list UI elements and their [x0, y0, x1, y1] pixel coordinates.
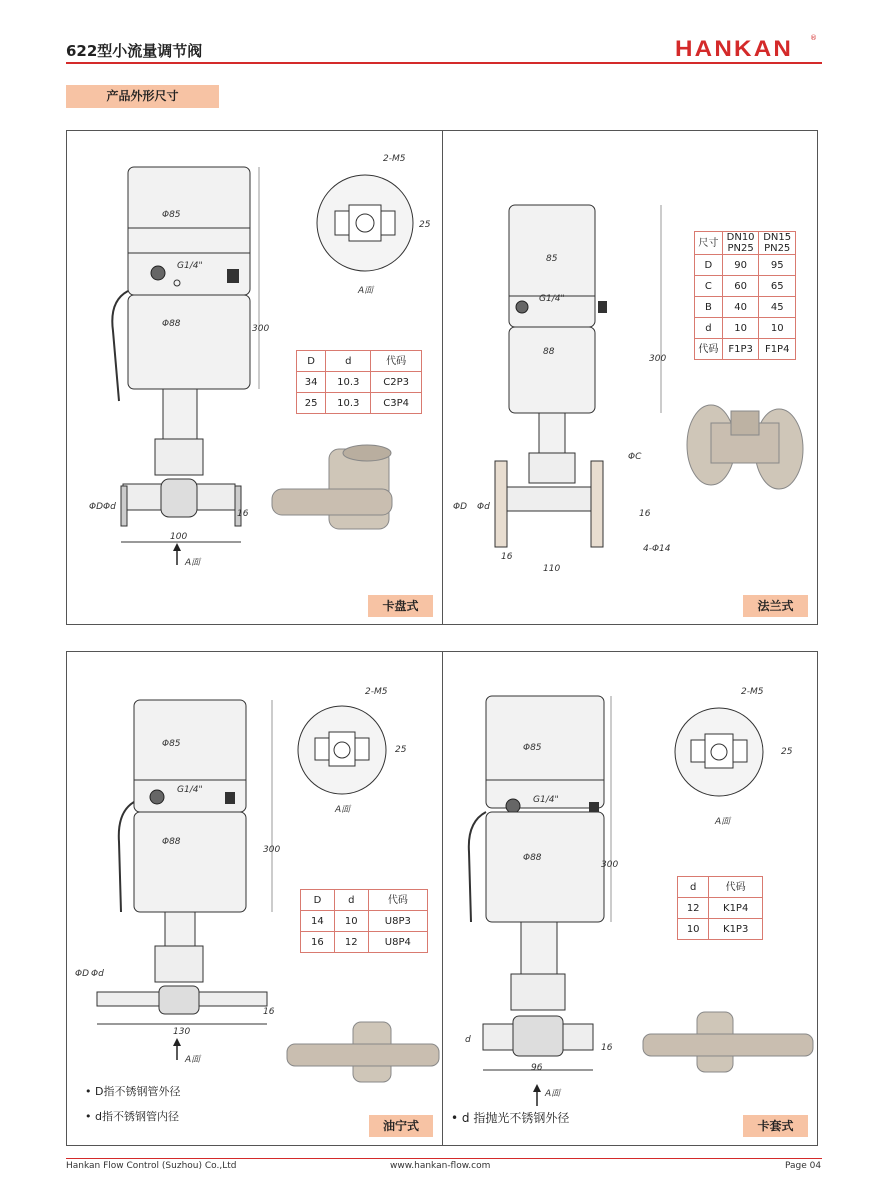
table-header: 代码: [371, 351, 422, 372]
panel-clamp: [66, 130, 443, 625]
table-cell: U8P4: [368, 932, 427, 953]
table-cell: 12: [334, 932, 368, 953]
table-row: [695, 318, 796, 339]
table-cell: U8P3: [368, 911, 427, 932]
table-header: d: [334, 890, 368, 911]
a-face-label: A面: [335, 805, 351, 815]
registered-mark: ®: [810, 34, 817, 42]
dim-width100: 100: [170, 532, 188, 542]
dim-width130: 130: [173, 1027, 191, 1037]
table-cell: D: [695, 255, 723, 276]
table-header: 尺寸: [695, 232, 723, 255]
footer-url[interactable]: www.hankan-flow.com: [390, 1161, 491, 1171]
table-row: [678, 898, 763, 919]
page-title: 622型小流量调节阀: [66, 42, 203, 60]
dim-phi88: Φ88: [162, 319, 181, 329]
table-row: [695, 255, 796, 276]
table-header: DN15 PN25: [759, 232, 796, 255]
table-row: [678, 919, 763, 940]
a-face-label: A面: [358, 286, 374, 296]
a-face-label: A面: [715, 817, 731, 827]
table-header: d: [326, 351, 371, 372]
table-cell: 10: [759, 318, 796, 339]
dim-g14: G1/4": [533, 795, 559, 805]
a-face-arrow-label: A面: [545, 1089, 561, 1099]
dim-300: 300: [649, 354, 667, 364]
table-cell: 代码: [695, 339, 723, 360]
dim-phi88: Φ88: [162, 837, 181, 847]
note-polished-diameter: • d 指抛光不锈钢外径: [451, 1111, 570, 1125]
note-outer-diameter: • D指不锈钢管外径: [85, 1085, 181, 1098]
footer-company: Hankan Flow Control (Suzhou) Co.,Ltd: [66, 1161, 237, 1171]
table-header: D: [301, 890, 335, 911]
dim-2m5: 2-M5: [741, 687, 764, 697]
dim-4phi14: 4-Φ14: [643, 544, 671, 554]
dim-2m5: 2-M5: [365, 687, 388, 697]
dim-g14: G1/4": [539, 294, 565, 304]
panel-oil: [66, 651, 443, 1146]
table-cell: 45: [759, 297, 796, 318]
header-divider: [66, 62, 822, 64]
table-cell: K1P3: [709, 919, 763, 940]
dim-85: 85: [546, 254, 558, 264]
dim-phiD: ΦD: [75, 969, 90, 979]
badge-oil: 油宁式: [369, 1115, 433, 1137]
dim-300: 300: [263, 845, 281, 855]
table-cell: 12: [678, 898, 709, 919]
dim-phid: Φd: [91, 969, 104, 979]
a-face-arrow-label: A面: [185, 1055, 201, 1065]
table-cell: C3P4: [371, 393, 422, 414]
table-cell: 65: [759, 276, 796, 297]
dim-phiD: ΦD: [453, 502, 468, 512]
dim-phiC: ΦC: [628, 452, 642, 462]
table-cell: 14: [301, 911, 335, 932]
a-face-arrow-label: A面: [185, 558, 201, 568]
dim-phid: Φd: [477, 502, 490, 512]
table-cell: 95: [759, 255, 796, 276]
flange-valve-drawing: [443, 131, 817, 624]
table-row: [695, 339, 796, 360]
footer-page: Page 04: [785, 1161, 822, 1171]
dim-phid: Φd: [103, 502, 116, 512]
dim-16: 16: [237, 509, 249, 519]
dim-25: 25: [395, 745, 407, 755]
table-cell: 10: [678, 919, 709, 940]
dim-16: 16: [263, 1007, 275, 1017]
table-header: d: [678, 877, 709, 898]
dim-g14: G1/4": [177, 261, 203, 271]
table-row: [297, 393, 422, 414]
table-cell: 60: [722, 276, 759, 297]
clamp-spec-table: [296, 350, 422, 414]
footer-divider: [66, 1158, 822, 1159]
dim-phi85: Φ85: [523, 743, 542, 753]
panel-ferrule: [442, 651, 818, 1146]
table-row: [301, 911, 428, 932]
dim-16: 16: [601, 1043, 613, 1053]
badge-flange: 法兰式: [743, 595, 808, 617]
table-cell: 10: [722, 318, 759, 339]
ferrule-spec-table: [677, 876, 763, 940]
dim-width110: 110: [543, 564, 561, 574]
table-header: D: [297, 351, 326, 372]
table-row: [695, 276, 796, 297]
dim-16: 16: [639, 509, 651, 519]
table-cell: F1P3: [722, 339, 759, 360]
dim-phi85: Φ85: [162, 739, 181, 749]
badge-clamp: 卡盘式: [368, 595, 433, 617]
dim-300: 300: [252, 324, 270, 334]
table-cell: 16: [301, 932, 335, 953]
table-cell: 10.3: [326, 393, 371, 414]
table-cell: 10.3: [326, 372, 371, 393]
panel-flange: [442, 130, 818, 625]
table-cell: d: [695, 318, 723, 339]
table-cell: B: [695, 297, 723, 318]
dim-g14: G1/4": [177, 785, 203, 795]
table-cell: C2P3: [371, 372, 422, 393]
dim-300: 300: [601, 860, 619, 870]
dim-88: 88: [543, 347, 555, 357]
section-tag: 产品外形尺寸: [66, 85, 219, 108]
table-row: [297, 372, 422, 393]
dim-phi85: Φ85: [162, 210, 181, 220]
table-header: DN10 PN25: [722, 232, 759, 255]
note-inner-diameter: • d指不锈钢管内径: [85, 1110, 179, 1123]
table-row: [301, 932, 428, 953]
table-cell: 40: [722, 297, 759, 318]
dim-phi88: Φ88: [523, 853, 542, 863]
hankan-logo: HANKAN: [675, 36, 794, 61]
dim-2m5: 2-M5: [383, 154, 406, 164]
dim-d: d: [465, 1035, 471, 1045]
table-cell: 34: [297, 372, 326, 393]
table-header: 代码: [709, 877, 763, 898]
table-header: 代码: [368, 890, 427, 911]
dim-16-bottom: 16: [501, 552, 513, 562]
table-cell: 25: [297, 393, 326, 414]
table-cell: C: [695, 276, 723, 297]
table-cell: 90: [722, 255, 759, 276]
table-cell: 10: [334, 911, 368, 932]
table-row: [695, 297, 796, 318]
dim-25: 25: [419, 220, 431, 230]
dim-phiD: ΦD: [89, 502, 104, 512]
dim-width96: 96: [531, 1063, 543, 1073]
table-cell: K1P4: [709, 898, 763, 919]
flange-spec-table: [694, 231, 796, 360]
badge-ferrule: 卡套式: [743, 1115, 808, 1137]
oil-spec-table: [300, 889, 428, 953]
table-cell: F1P4: [759, 339, 796, 360]
dim-25: 25: [781, 747, 793, 757]
